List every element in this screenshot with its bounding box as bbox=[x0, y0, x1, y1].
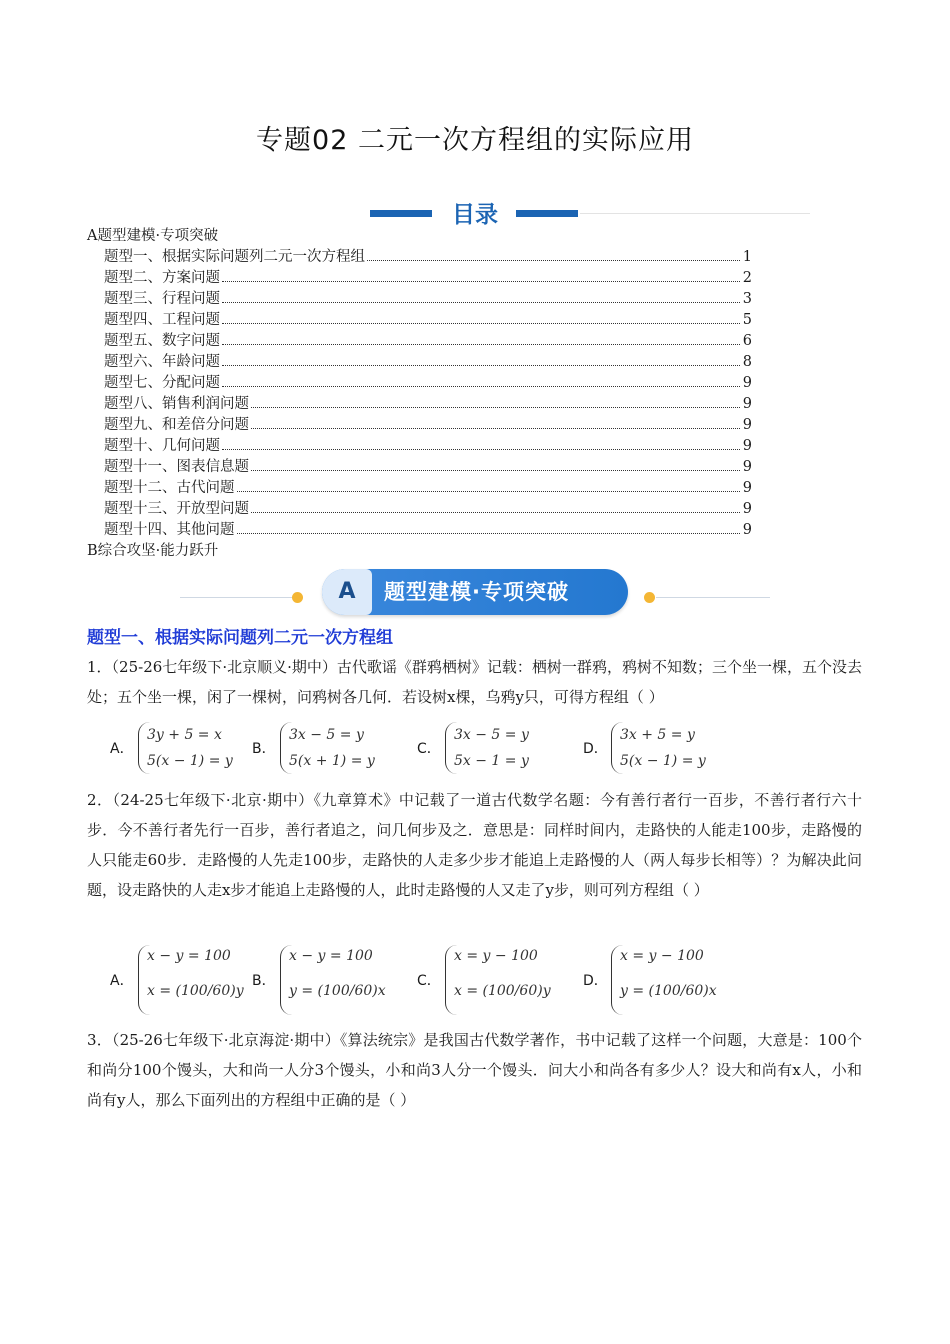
banner-dot-left bbox=[292, 592, 303, 603]
banner-line-right bbox=[656, 597, 770, 598]
toc-item-label: 题型九、和差倍分问题 bbox=[104, 417, 249, 433]
question-2-text: 2．（24-25七年级下·北京·期中）《九章算术》中记载了一道古代数学名题：今有善行者行一百步，不善行者行六十步．今不善行者先行一百步，善行者追之，问几何步及之．意思是：同样时间内，走路快的人能走100步，走路慢的人只能走60步．走路慢的人先走100步，走路快的人走多少步才能追上走路慢的人（两人每步长相等）？为解决此问题，设走路快的人走x步才能追上走路慢的人，此时走路慢的人又走了y步，则可列方程组（ ） bbox=[87, 791, 862, 899]
toc-section-a[interactable]: A题型建模·专项突破 bbox=[87, 228, 219, 244]
toc-item[interactable] bbox=[87, 457, 752, 478]
toc-item-label: 题型十一、图表信息题 bbox=[104, 459, 249, 475]
toc-page-number: 9 bbox=[742, 522, 752, 538]
toc-item-label: 题型七、分配问题 bbox=[104, 375, 220, 391]
option-label: A． bbox=[110, 973, 134, 989]
toc-item-label: 题型八、销售利润问题 bbox=[104, 396, 249, 412]
toc-leader-dots bbox=[251, 512, 740, 513]
option-label: B． bbox=[252, 741, 276, 757]
option-label: D． bbox=[583, 973, 608, 989]
toc-item[interactable] bbox=[87, 436, 752, 457]
toc-item[interactable] bbox=[87, 289, 752, 310]
toc-item[interactable] bbox=[87, 247, 752, 268]
equation-system bbox=[280, 945, 386, 1015]
toc-page-number: 3 bbox=[742, 291, 752, 307]
option-label: D． bbox=[583, 741, 608, 757]
equation-system bbox=[138, 722, 233, 774]
toc-page-number: 5 bbox=[742, 312, 752, 328]
toc-leader-dots bbox=[367, 260, 740, 261]
equation-2: 5(x − 1) = y bbox=[620, 753, 706, 769]
toc-page-number: 6 bbox=[742, 333, 752, 349]
equation-2: 5x − 1 = y bbox=[454, 753, 529, 769]
equation-system bbox=[445, 945, 551, 1015]
toc-leader-dots bbox=[222, 344, 740, 345]
question-1-text: 1．（25-26七年级下·北京顺义·期中）古代歌谣《群鸦栖树》记载：栖树一群鸦，鸦树不知数；三个坐一棵，五个没去处；五个坐一棵，闲了一棵树，问鸦树各几何．若设树x棵，乌鸦y只，可得方程组（ ） bbox=[87, 658, 862, 706]
equation-1: 3x + 5 = y bbox=[620, 727, 695, 743]
q1-option-a[interactable] bbox=[110, 722, 250, 774]
banner-text: 题型建模·专项突破 bbox=[384, 580, 569, 604]
equation-system bbox=[611, 945, 717, 1015]
toc-leader-dots bbox=[222, 302, 740, 303]
q2-option-b[interactable] bbox=[252, 945, 402, 1015]
toc-heading-bar-left bbox=[370, 210, 432, 217]
equation-2: y = (100/60)x bbox=[620, 983, 717, 999]
toc-page-number: 1 bbox=[742, 249, 752, 265]
toc-item-label: 题型五、数字问题 bbox=[104, 333, 220, 349]
banner-dot-right bbox=[644, 592, 655, 603]
equation-2: x = (100/60)y bbox=[454, 983, 551, 999]
equation-1: 3x − 5 = y bbox=[289, 727, 364, 743]
option-label: C． bbox=[417, 741, 441, 757]
toc-page-number: 9 bbox=[742, 417, 752, 433]
toc-item-label: 题型三、行程问题 bbox=[104, 291, 220, 307]
equation-1: 3x − 5 = y bbox=[454, 727, 529, 743]
toc-leader-dots bbox=[222, 365, 740, 366]
toc-leader-dots bbox=[251, 428, 740, 429]
equation-1: x = y − 100 bbox=[454, 948, 538, 964]
banner-pill bbox=[322, 569, 628, 615]
toc-section-b[interactable]: B综合攻坚·能力跃升 bbox=[87, 543, 219, 559]
toc-item-label: 题型六、年龄问题 bbox=[104, 354, 220, 370]
toc-item[interactable] bbox=[87, 268, 752, 289]
option-label: C． bbox=[417, 973, 441, 989]
toc-item-label: 题型十三、开放型问题 bbox=[104, 501, 249, 517]
section-banner bbox=[180, 568, 770, 618]
equation-1: x − y = 100 bbox=[289, 948, 373, 964]
toc-item-label: 题型十、几何问题 bbox=[104, 438, 220, 454]
equation-system bbox=[445, 722, 529, 774]
toc-item[interactable] bbox=[87, 352, 752, 373]
document-title: 专题02 二元一次方程组的实际应用 bbox=[256, 125, 694, 156]
toc-item[interactable] bbox=[87, 415, 752, 436]
toc-item-label: 题型四、工程问题 bbox=[104, 312, 220, 328]
toc-page-number: 9 bbox=[742, 459, 752, 475]
toc-page-number: 2 bbox=[742, 270, 752, 286]
toc-heading-bar-right bbox=[516, 210, 578, 217]
q1-option-c[interactable] bbox=[417, 722, 567, 774]
toc-leader-dots bbox=[222, 449, 740, 450]
toc-item[interactable] bbox=[87, 520, 752, 541]
toc-leader-dots bbox=[251, 407, 740, 408]
equation-1: x = y − 100 bbox=[620, 948, 704, 964]
equation-2: 5(x + 1) = y bbox=[289, 753, 375, 769]
toc-item-label: 题型一、根据实际问题列二元一次方程组 bbox=[104, 249, 365, 265]
toc-item[interactable] bbox=[87, 394, 752, 415]
toc-item-label: 题型十二、古代问题 bbox=[104, 480, 235, 496]
toc-item[interactable] bbox=[87, 310, 752, 331]
toc-leader-dots bbox=[222, 281, 740, 282]
equation-1: x − y = 100 bbox=[147, 948, 231, 964]
toc-item[interactable] bbox=[87, 478, 752, 499]
toc-item-label: 题型十四、其他问题 bbox=[104, 522, 235, 538]
toc-leader-dots bbox=[251, 470, 740, 471]
toc-page-number: 9 bbox=[742, 375, 752, 391]
toc-item-label: 题型二、方案问题 bbox=[104, 270, 220, 286]
toc-page-number: 9 bbox=[742, 396, 752, 412]
toc-item[interactable] bbox=[87, 499, 752, 520]
table-of-contents bbox=[87, 226, 752, 562]
equation-system bbox=[611, 722, 706, 774]
q2-option-a[interactable] bbox=[110, 945, 250, 1015]
toc-leader-dots bbox=[237, 491, 741, 492]
q1-option-d[interactable] bbox=[583, 722, 733, 774]
toc-page-number: 8 bbox=[742, 354, 752, 370]
toc-page-number: 9 bbox=[742, 438, 752, 454]
equation-2: y = (100/60)x bbox=[289, 983, 386, 999]
equation-2: 5(x − 1) = y bbox=[147, 753, 233, 769]
q2-option-c[interactable] bbox=[417, 945, 567, 1015]
option-label: A． bbox=[110, 741, 134, 757]
equation-2: x = (100/60)y bbox=[147, 983, 244, 999]
equation-system bbox=[280, 722, 375, 774]
toc-heading-row bbox=[370, 196, 810, 228]
toc-leader-dots bbox=[222, 323, 740, 324]
banner-line-left bbox=[180, 597, 292, 598]
q1-option-b[interactable] bbox=[252, 722, 402, 774]
toc-leader-dots bbox=[222, 386, 740, 387]
option-label: B． bbox=[252, 973, 276, 989]
question-3-text: 3．（25-26七年级下·北京海淀·期中）《算法统宗》是我国古代数学著作，书中记载了这样一个问题，大意是：100个和尚分100个馒头，大和尚一人分3个馒头，小和尚3人分一个馒头．问大小和尚各有多少人？设大和尚有x人，小和尚有y人，那么下面列出的方程组中正确的是（ ） bbox=[87, 1031, 862, 1109]
toc-leader-dots bbox=[237, 533, 741, 534]
equation-1: 3y + 5 = x bbox=[147, 727, 222, 743]
q2-option-d[interactable] bbox=[583, 945, 733, 1015]
banner-badge: A bbox=[322, 569, 372, 615]
question-type-heading: 题型一、根据实际问题列二元一次方程组 bbox=[87, 628, 393, 648]
toc-item[interactable] bbox=[87, 331, 752, 352]
toc-item[interactable] bbox=[87, 373, 752, 394]
toc-heading: 目录 bbox=[452, 202, 498, 228]
equation-system bbox=[138, 945, 244, 1015]
toc-page-number: 9 bbox=[742, 480, 752, 496]
toc-heading-rule bbox=[580, 213, 810, 214]
toc-page-number: 9 bbox=[742, 501, 752, 517]
